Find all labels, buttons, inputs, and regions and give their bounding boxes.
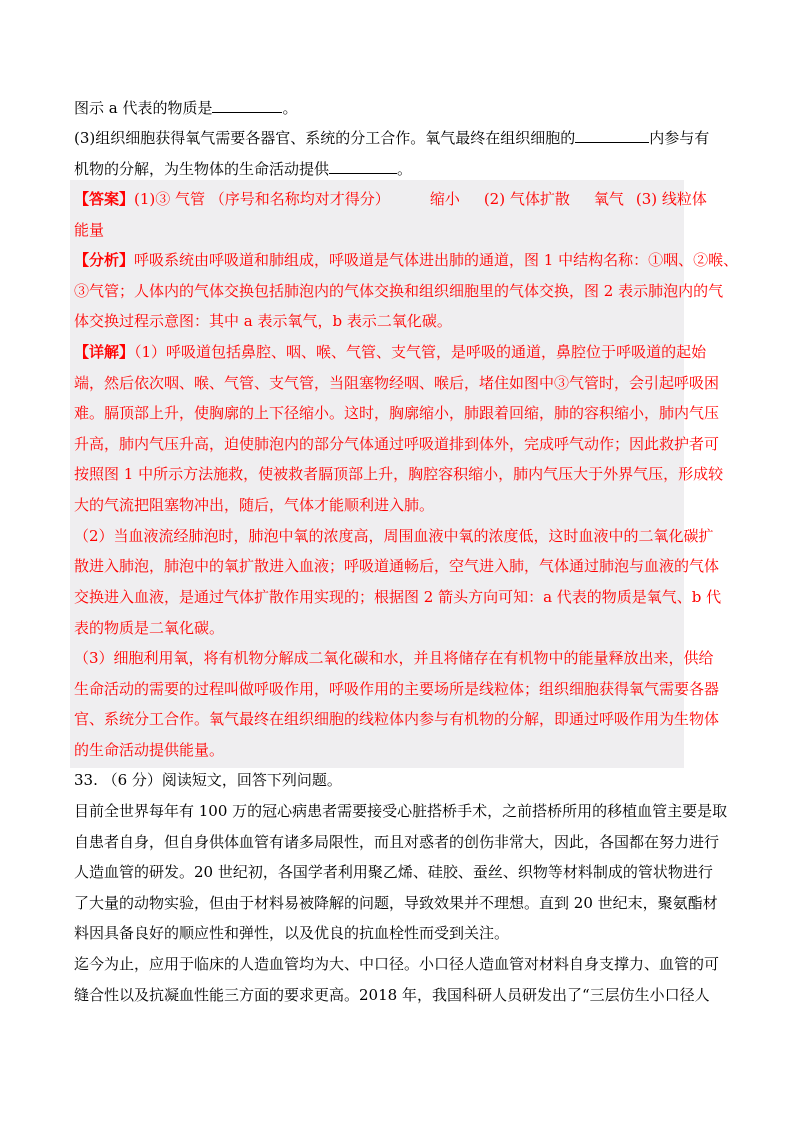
detail-line <box>74 556 719 576</box>
passage-line <box>74 832 719 852</box>
detail-text: 端，然后依次咽、喉、气管、支气管，当阻塞物经咽、喉后，堵住如图中③气管时，会引起呼吸困 <box>74 374 720 392</box>
detail-line <box>74 709 719 729</box>
detail-line <box>74 464 723 484</box>
passage-line <box>74 954 719 974</box>
passage-text: 缝合性以及抗凝血性能三方面的要求更高。2018 年，我国科研人员研发出了“三层仿生小口径人 <box>74 986 710 1004</box>
detail-text: （1）呼吸道包括鼻腔、咽、喉、气管、支气管，是呼吸的通道，鼻腔位于呼吸道的起始 <box>134 343 707 361</box>
passage-text: 了大量的动物实验，但由于材料易被降解的问题，导致效果并不理想。直到 20 世纪末，聚氨酯材 <box>74 894 718 912</box>
analysis-text: ③气管；人体内的气体交换包括肺泡内的气体交换和组织细胞里的气体交换，图 2 表示肺泡内的气 <box>74 282 724 300</box>
answer-part: 氧气 <box>593 190 624 208</box>
passage-text: 目前全世界每年有 100 万的冠心病患者需要接受心脏搭桥手术，之前搭桥所用的移植血管主要是取 <box>74 802 728 820</box>
answer-part: (2) 气体扩散 <box>483 190 570 208</box>
analysis-label: 【分析】 <box>74 251 135 269</box>
question-text: 图示 a 代表的物质是 <box>74 99 213 117</box>
detail-text: 按照图 1 中所示方法施救，使被救者膈顶部上升，胸腔容积缩小，肺内气压大于外界气压，形成较 <box>74 465 724 483</box>
passage-line <box>74 985 710 1005</box>
detail-text: 升高，肺内气压升高，迫使肺泡内的部分气体通过呼吸道排到体外，完成呼气动作；因此救护者可 <box>74 435 720 453</box>
answer-blank <box>575 128 649 143</box>
detail-text: 交换进入血液，是通过气体扩散作用实现的；根据图 2 箭头方向可知：a 代表的物质是氧气、b 代 <box>74 588 722 606</box>
analysis-text: 体交换过程示意图：其中 a 表示氧气，b 表示二氧化碳。 <box>74 312 452 330</box>
detail-text: 难。膈顶部上升，使胸廓的上下径缩小。这时，胸廓缩小，肺跟着回缩，肺的容积缩小，肺内气压 <box>74 404 720 422</box>
analysis-line <box>74 281 723 301</box>
passage-text: 人造血管的研发。20 世纪初，各国学者利用聚乙烯、硅胶、蚕丝、织物等材料制成的管状物进行 <box>74 863 713 881</box>
question-line-1 <box>74 98 298 118</box>
answer-part: 能量 <box>74 221 105 239</box>
answer-part: (3) 线粒体 <box>635 190 707 208</box>
detail-line <box>74 373 719 393</box>
detail-text: 表的物质是二氧化碳。 <box>74 619 225 637</box>
question-text: (3)组织细胞获得氧气需要各器官、系统的分工合作。氧气最终在组织细胞的 <box>74 129 576 147</box>
passage-line <box>74 862 713 882</box>
answer-part: (1)③ 气管 （序号和名称均对才得分） <box>134 190 390 208</box>
detail-line <box>74 740 224 760</box>
detail-line <box>74 618 224 638</box>
question-text: 。 <box>282 99 298 117</box>
question-heading: 33. （6 分）阅读短文，回答下列问题。 <box>74 771 342 789</box>
passage-text: 料因具备良好的顺应性和弹性，以及优良的抗血栓性而受到关注。 <box>74 924 510 942</box>
detail-text: 散进入肺泡，肺泡中的氧扩散进入血液；呼吸道通畅后，空气进入肺，气体通过肺泡与血液的气体 <box>74 557 720 575</box>
passage-line <box>74 893 718 913</box>
detail-line <box>74 403 719 423</box>
detail-line <box>74 342 706 362</box>
detail-text: （3）细胞利用氧，将有机物分解成二氧化碳和水，并且将储存在有机物中的能量释放出来，供给 <box>74 649 714 667</box>
answer-line-2 <box>74 220 104 240</box>
analysis-line <box>74 311 452 331</box>
detail-line <box>74 587 721 607</box>
answer-label: 【答案】 <box>74 190 135 208</box>
question-line-2 <box>74 128 709 148</box>
analysis-line <box>74 250 738 270</box>
answer-blank <box>212 98 282 113</box>
passage-line <box>74 923 509 943</box>
passage-line <box>74 801 727 821</box>
passage-text: 迄今为止，应用于临床的人造血管均为大、中口径。小口径人造血管对材料自身支撑力、血管的可 <box>74 955 720 973</box>
question-text: 。 <box>397 160 413 178</box>
detail-text: （2）当血液流经肺泡时，肺泡中氧的浓度高，周围血液中氧的浓度低，这时血液中的二氧化碳扩 <box>74 527 714 545</box>
detail-text: 官、系统分工合作。氧气最终在组织细胞的线粒体内参与有机物的分解，即通过呼吸作用为生物体 <box>74 710 720 728</box>
detail-text: 的生命活动提供能量。 <box>74 741 225 759</box>
detail-line <box>74 526 714 546</box>
detail-label: 【详解】 <box>74 343 135 361</box>
question-33-heading <box>74 770 342 790</box>
detail-text: 大的气流把阻塞物冲出，随后，气体才能顺利进入肺。 <box>74 496 435 514</box>
passage-text: 自患者自身，但自身供体血管有诸多局限性，而且对惑者的创伤非常大，因此，各国都在努力进行 <box>74 833 720 851</box>
answer-line-1 <box>74 189 707 209</box>
detail-line <box>74 495 434 515</box>
question-line-3 <box>74 159 412 179</box>
detail-text: 生命活动的需要的过程叫做呼吸作用，呼吸作用的主要场所是线粒体；组织细胞获得氧气需要各器 <box>74 680 720 698</box>
question-text: 机物的分解，为生物体的生命活动提供 <box>74 160 330 178</box>
question-text: 内参与有 <box>649 129 710 147</box>
answer-part: 缩小 <box>429 190 460 208</box>
analysis-text: 呼吸系统由呼吸道和肺组成，呼吸道是气体进出肺的通道，图 1 中结构名称：①咽、②喉、 <box>134 251 739 269</box>
answer-blank <box>329 159 397 174</box>
detail-line <box>74 648 714 668</box>
detail-line <box>74 434 719 454</box>
detail-line <box>74 679 719 699</box>
